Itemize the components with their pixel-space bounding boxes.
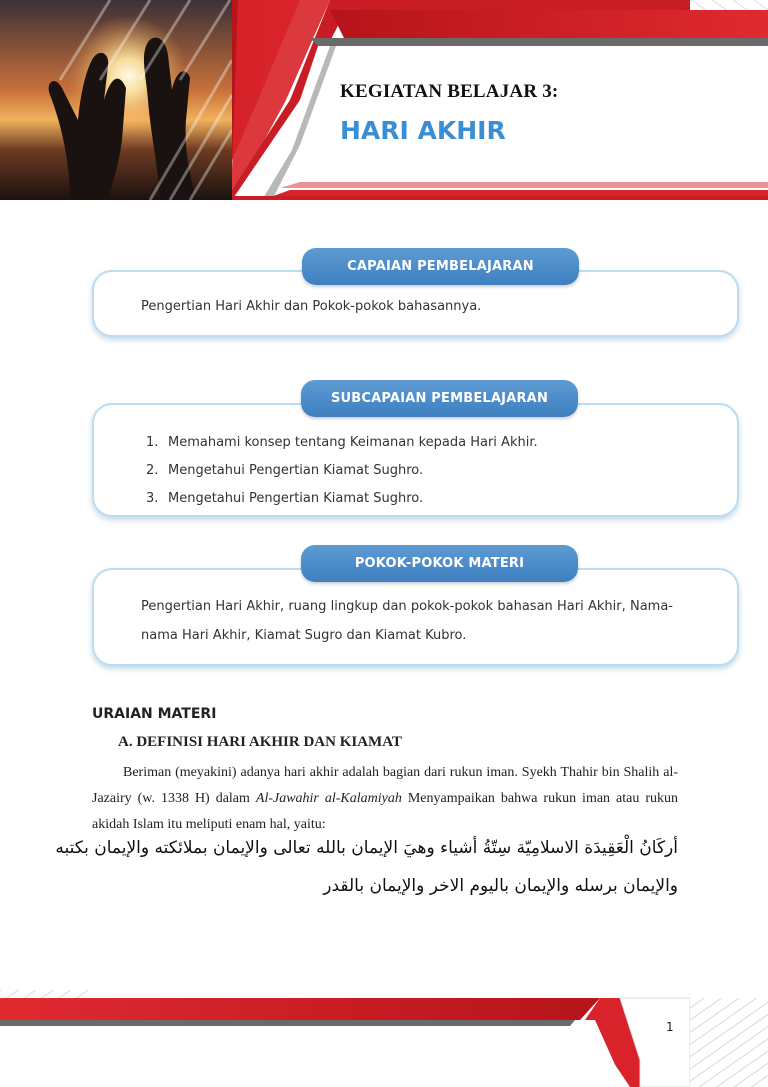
capaian-heading: CAPAIAN PEMBELAJARAN xyxy=(302,248,579,285)
body-paragraph xyxy=(92,760,678,838)
lesson-title: HARI AKHIR xyxy=(340,116,506,145)
list-item xyxy=(146,485,538,513)
item-text: Mengetahui Pengertian Kiamat Sughro. xyxy=(168,463,424,478)
lesson-label: KEGIATAN BELAJAR 3: xyxy=(340,81,559,102)
list-item xyxy=(146,457,538,485)
item-number: 2. xyxy=(146,463,159,478)
para-text-1: Beriman (meyakini) adanya hari akhir adalah bagian dari rukun iman. Syekh Thahir bin Shalih al-Jazairy (w. 1338 H) dalam xyxy=(92,765,678,806)
pokok-text: Pengertian Hari Akhir, ruang lingkup dan pokok-pokok bahasan Hari Akhir, Nama-nama Hari Akhir, Kiamat Sugro dan Kiamat Kubro. xyxy=(141,599,673,643)
pokok-box xyxy=(92,568,739,666)
capaian-text: Pengertian Hari Akhir dan Pokok-pokok bahasannya. xyxy=(141,299,482,314)
item-text: Memahami konsep tentang Keimanan kepada Hari Akhir. xyxy=(168,435,538,450)
pokok-heading: POKOK-POKOK MATERI xyxy=(301,545,578,582)
subcapaian-box xyxy=(92,403,739,517)
arabic-line-2: والإيمان برسله والإيمان باليوم الاخر والإيمان بالقدر xyxy=(323,876,678,896)
section-a-heading: A. DEFINISI HARI AKHIR DAN KIAMAT xyxy=(118,734,402,750)
book-title: Al-Jawahir al-Kalamiyah xyxy=(255,791,402,806)
footer-banner xyxy=(0,990,768,1087)
item-number: 1. xyxy=(146,435,159,450)
list-item xyxy=(146,429,538,457)
para-text-2: Menyampaikan bahwa rukun iman atau rukun akidah Islam itu meliputi enam hal, yaitu: xyxy=(92,791,678,832)
item-number: 3. xyxy=(146,491,159,506)
page-number: 1 xyxy=(666,1020,674,1034)
uraian-heading: URAIAN MATERI xyxy=(92,706,217,722)
item-text: Mengetahui Pengertian Kiamat Sughro. xyxy=(168,491,424,506)
praying-hands-photo xyxy=(0,0,232,200)
subcapaian-list xyxy=(146,429,538,513)
arabic-line-1: أركَانُ الْعَقِيدَة الاسلامِيّة سِتّةُ أشياء وهيَ الإيمان بالله تعالى والإيمان بملائكته والإيمان بكتبه xyxy=(55,838,678,858)
subcapaian-heading: SUBCAPAIAN PEMBELAJARAN xyxy=(301,380,578,417)
